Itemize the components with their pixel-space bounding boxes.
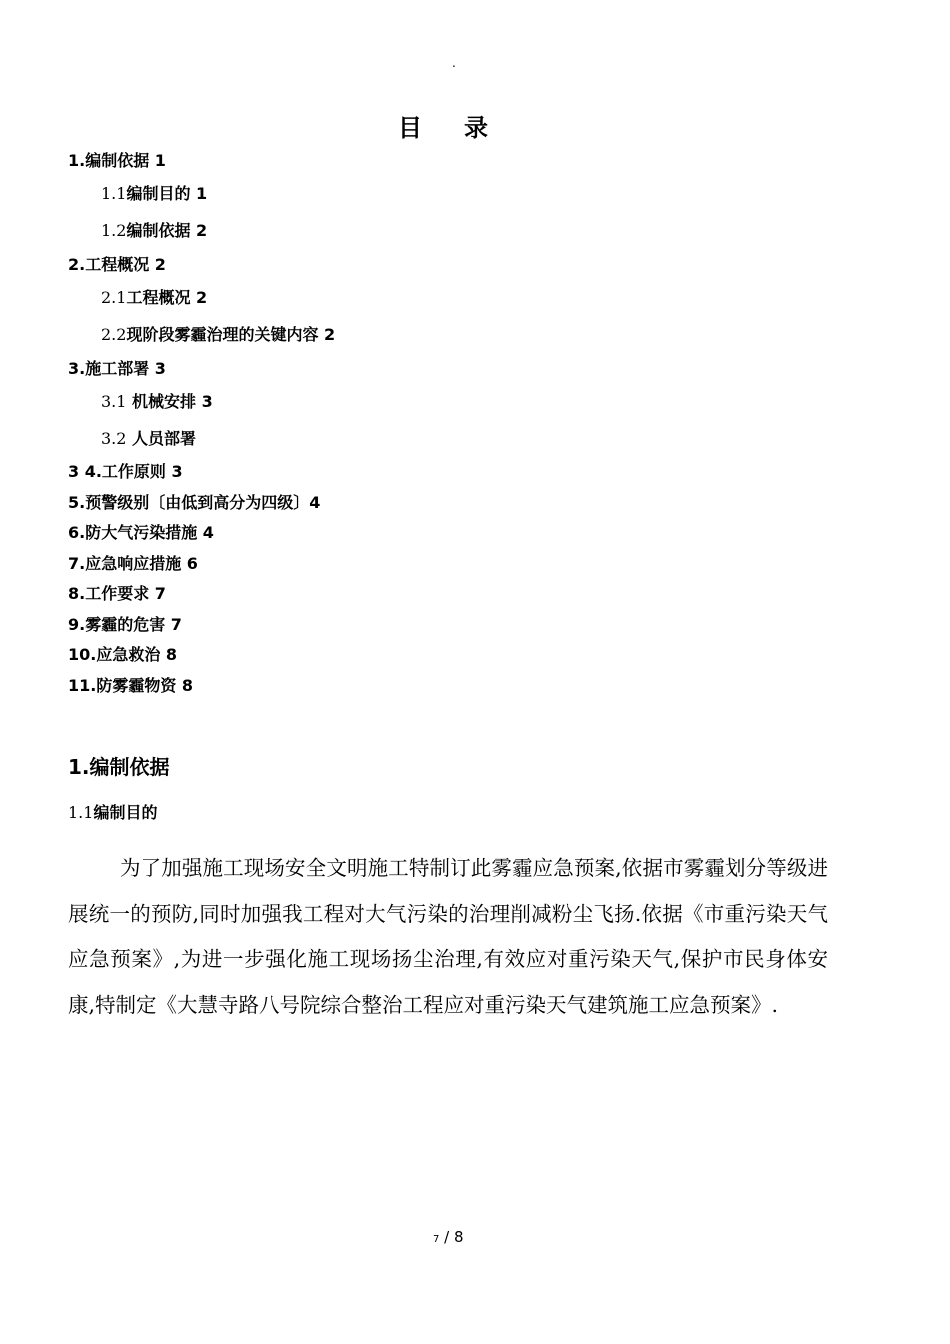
header-mark: . (452, 56, 456, 70)
subsection-title: 编制目的 (93, 803, 158, 822)
toc-entry[interactable]: 3 4.工作原则 3 (68, 462, 183, 481)
toc-entry[interactable] (101, 322, 335, 345)
toc-entry[interactable] (101, 389, 213, 412)
toc-entry[interactable]: 1.编制依据 1 (68, 151, 166, 170)
toc-entry-number: 1.1 (101, 184, 127, 203)
toc-title-right: 录 (464, 114, 490, 142)
total-pages: 8 (454, 1228, 464, 1246)
section-heading: 1.编制依据 (68, 755, 170, 779)
page-footer (433, 1228, 464, 1246)
toc-entry-label: 机械安排 3 (126, 392, 213, 411)
toc-entry[interactable]: 10.应急救治 8 (68, 645, 178, 664)
toc-entry[interactable]: 6.防大气污染措施 4 (68, 523, 214, 542)
toc-entry[interactable]: 3.施工部署 3 (68, 359, 166, 378)
toc-entry[interactable]: 8.工作要求 7 (68, 584, 166, 603)
toc-entry-number: 2.2 (101, 325, 127, 344)
toc-entry[interactable] (101, 218, 207, 241)
toc-entry-number: 2.1 (101, 288, 127, 307)
body-paragraph: 为了加强施工现场安全文明施工特制订此雾霾应急预案,依据市雾霾划分等级进展统一的预防,同时加强我工程对大气污染的治理削减粉尘飞扬.依据《市重污染天气应急预案》,为进一步强化施工现场扬尘治理,有效应对重污染天气,保护市民身体安康,特制定《大慧寺路八号院综合整治工程应对重污染天气建筑施工应急预案》. (68, 856, 828, 1017)
toc-entry-number: 3.1 (101, 392, 127, 411)
toc-entry[interactable] (101, 426, 196, 449)
subsection-number: 1.1 (68, 803, 94, 822)
toc-entry-label: 编制目的 1 (126, 184, 208, 203)
current-page-number: 7 (433, 1234, 440, 1245)
toc-entry[interactable]: 2.工程概况 2 (68, 255, 166, 274)
toc-entry-label: 工程概况 2 (126, 288, 208, 307)
toc-title (398, 108, 490, 143)
toc-entry-label: 编制依据 2 (126, 221, 208, 240)
toc-entry-label: 现阶段雾霾治理的关键内容 2 (126, 325, 336, 344)
toc-entry[interactable] (101, 285, 207, 308)
page-separator: / (444, 1228, 450, 1246)
toc-entry[interactable]: 7.应急响应措施 6 (68, 554, 198, 573)
toc-entry-number: 1.2 (101, 221, 127, 240)
subsection-heading (68, 800, 157, 823)
toc-title-left: 目 (398, 114, 424, 142)
toc-entry-number: 3.2 (101, 429, 127, 448)
toc-entry[interactable]: 5.预警级别〔由低到高分为四级〕4 (68, 493, 321, 512)
toc-entry[interactable]: 9.雾霾的危害 7 (68, 615, 182, 634)
toc-entry[interactable]: 11.防雾霾物资 8 (68, 676, 194, 695)
toc-entry-label: 人员部署 (126, 429, 197, 448)
toc-entry[interactable] (101, 181, 207, 204)
